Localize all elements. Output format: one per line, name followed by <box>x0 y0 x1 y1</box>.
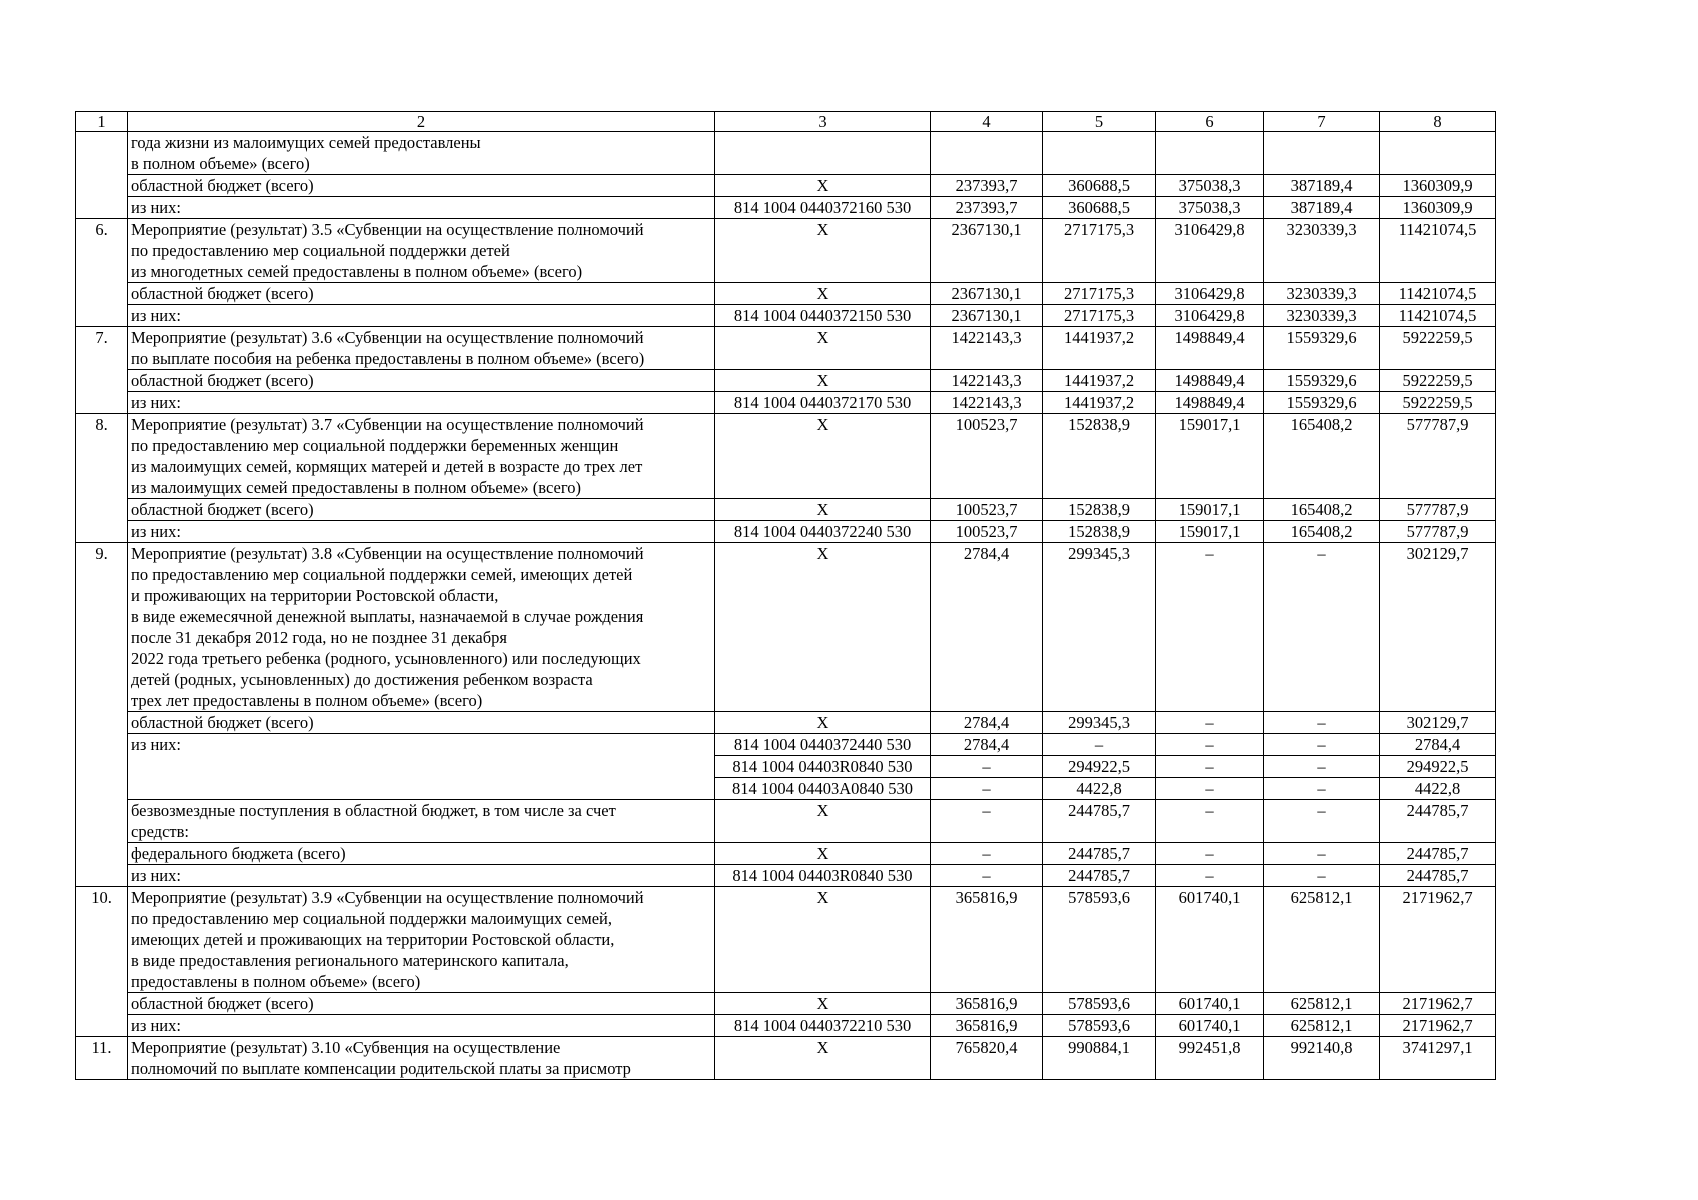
amount-cell: 5922259,5 <box>1380 327 1496 370</box>
table-row <box>76 734 1496 756</box>
amount-cell: 5922259,5 <box>1380 392 1496 414</box>
amount-cell: – <box>1264 756 1380 778</box>
amount-cell: – <box>1156 865 1264 887</box>
amount-cell: 152838,9 <box>1043 414 1156 499</box>
description-line: из них: <box>131 306 181 325</box>
amount-cell: 237393,7 <box>931 197 1043 219</box>
column-number: 6 <box>1156 112 1264 132</box>
amount-cell: – <box>1156 543 1264 712</box>
row-description <box>128 392 715 414</box>
amount-cell: 152838,9 <box>1043 521 1156 543</box>
amount-cell: – <box>1264 734 1380 756</box>
amount-cell <box>1380 132 1496 175</box>
amount-cell: 375038,3 <box>1156 175 1264 197</box>
table-row <box>76 197 1496 219</box>
amount-cell: 577787,9 <box>1380 499 1496 521</box>
amount-cell: 3230339,3 <box>1264 283 1380 305</box>
budget-code: X <box>715 499 931 521</box>
amount-cell: 1422143,3 <box>931 370 1043 392</box>
amount-cell: 625812,1 <box>1264 1015 1380 1037</box>
amount-cell: 360688,5 <box>1043 197 1156 219</box>
description-line: после 31 декабря 2012 года, но не позднее 31 декабря <box>131 628 507 647</box>
description-line: по предоставлению мер социальной поддержки детей <box>131 241 510 260</box>
amount-cell <box>1043 132 1156 175</box>
amount-cell: – <box>1156 712 1264 734</box>
table-row <box>76 521 1496 543</box>
amount-cell: – <box>1156 778 1264 800</box>
description-line: Мероприятие (результат) 3.6 «Субвенции на осуществление полномочий <box>131 328 644 347</box>
row-description <box>128 1037 715 1080</box>
amount-cell: – <box>931 843 1043 865</box>
amount-cell: 299345,3 <box>1043 712 1156 734</box>
column-number: 4 <box>931 112 1043 132</box>
budget-code: X <box>715 370 931 392</box>
amount-cell: 2784,4 <box>931 712 1043 734</box>
amount-cell: 625812,1 <box>1264 993 1380 1015</box>
amount-cell: 992140,8 <box>1264 1037 1380 1080</box>
amount-cell: – <box>931 756 1043 778</box>
table-row <box>76 543 1496 712</box>
amount-cell: 2717175,3 <box>1043 219 1156 283</box>
amount-cell: 1360309,9 <box>1380 197 1496 219</box>
budget-code: X <box>715 843 931 865</box>
row-description <box>128 499 715 521</box>
row-description <box>128 197 715 219</box>
description-line: в виде предоставления регионального материнского капитала, <box>131 951 569 970</box>
amount-cell: 2171962,7 <box>1380 887 1496 993</box>
table-row <box>76 370 1496 392</box>
amount-cell: 1498849,4 <box>1156 370 1264 392</box>
amount-cell: 1441937,2 <box>1043 392 1156 414</box>
budget-code: X <box>715 800 931 843</box>
amount-cell: 5922259,5 <box>1380 370 1496 392</box>
amount-cell: 4422,8 <box>1380 778 1496 800</box>
amount-cell: 294922,5 <box>1380 756 1496 778</box>
amount-cell: 1559329,6 <box>1264 370 1380 392</box>
description-line: средств: <box>131 822 189 841</box>
description-line: в виде ежемесячной денежной выплаты, назначаемой в случае рождения <box>131 607 644 626</box>
description-line: федерального бюджета (всего) <box>131 844 346 863</box>
amount-cell: – <box>1264 865 1380 887</box>
table-row <box>76 712 1496 734</box>
column-number: 8 <box>1380 112 1496 132</box>
amount-cell: 165408,2 <box>1264 521 1380 543</box>
amount-cell: 3106429,8 <box>1156 219 1264 283</box>
amount-cell: 100523,7 <box>931 521 1043 543</box>
budget-code: X <box>715 543 931 712</box>
table-row <box>76 1015 1496 1037</box>
row-number: 9. <box>76 543 128 887</box>
amount-cell: 601740,1 <box>1156 993 1264 1015</box>
amount-cell: 365816,9 <box>931 1015 1043 1037</box>
amount-cell: 302129,7 <box>1380 543 1496 712</box>
description-line: из малоимущих семей предоставлены в полном объеме» (всего) <box>131 478 581 497</box>
amount-cell: 765820,4 <box>931 1037 1043 1080</box>
row-description <box>128 370 715 392</box>
amount-cell: 152838,9 <box>1043 499 1156 521</box>
amount-cell: 244785,7 <box>1380 843 1496 865</box>
description-line: 2022 года третьего ребенка (родного, усыновленного) или последующих <box>131 649 641 668</box>
amount-cell: 365816,9 <box>931 887 1043 993</box>
row-description <box>128 305 715 327</box>
amount-cell: – <box>1156 756 1264 778</box>
amount-cell: – <box>1264 778 1380 800</box>
amount-cell: 577787,9 <box>1380 414 1496 499</box>
description-line: областной бюджет (всего) <box>131 500 314 519</box>
row-description <box>128 1015 715 1037</box>
amount-cell: – <box>1156 734 1264 756</box>
description-line: из них: <box>131 1016 181 1035</box>
amount-cell: 11421074,5 <box>1380 219 1496 283</box>
amount-cell: 294922,5 <box>1043 756 1156 778</box>
row-description <box>128 993 715 1015</box>
amount-cell: – <box>1264 800 1380 843</box>
row-description <box>128 327 715 370</box>
amount-cell: 244785,7 <box>1043 843 1156 865</box>
budget-code: 814 1004 0440372210 530 <box>715 1015 931 1037</box>
amount-cell: 2171962,7 <box>1380 993 1496 1015</box>
amount-cell: 1498849,4 <box>1156 327 1264 370</box>
column-number: 2 <box>128 112 715 132</box>
row-description <box>128 414 715 499</box>
description-line: из них: <box>131 522 181 541</box>
amount-cell: 578593,6 <box>1043 993 1156 1015</box>
amount-cell: 159017,1 <box>1156 521 1264 543</box>
amount-cell: 1360309,9 <box>1380 175 1496 197</box>
amount-cell: – <box>931 778 1043 800</box>
table-row <box>76 132 1496 175</box>
amount-cell: 992451,8 <box>1156 1037 1264 1080</box>
description-line: безвозмездные поступления в областной бюджет, в том числе за счет <box>131 801 616 820</box>
amount-cell: 601740,1 <box>1156 887 1264 993</box>
table-row <box>76 887 1496 993</box>
amount-cell: – <box>1264 843 1380 865</box>
amount-cell: – <box>931 865 1043 887</box>
table-row <box>76 843 1496 865</box>
amount-cell: 1498849,4 <box>1156 392 1264 414</box>
amount-cell: – <box>1156 843 1264 865</box>
description-line: в полном объеме» (всего) <box>131 154 310 173</box>
amount-cell: 2784,4 <box>1380 734 1496 756</box>
description-line: Мероприятие (результат) 3.8 «Субвенции на осуществление полномочий <box>131 544 644 563</box>
amount-cell: 3230339,3 <box>1264 219 1380 283</box>
table-row <box>76 175 1496 197</box>
description-line: областной бюджет (всего) <box>131 713 314 732</box>
description-line: из них: <box>131 198 181 217</box>
table-row <box>76 283 1496 305</box>
row-description <box>128 521 715 543</box>
budget-code: 814 1004 04403A0840 530 <box>715 778 931 800</box>
amount-cell: 1422143,3 <box>931 392 1043 414</box>
amount-cell: 165408,2 <box>1264 499 1380 521</box>
amount-cell: 244785,7 <box>1380 865 1496 887</box>
budget-code: X <box>715 175 931 197</box>
description-line: полномочий по выплате компенсации родительской платы за присмотр <box>131 1059 631 1078</box>
budget-code: X <box>715 993 931 1015</box>
amount-cell: 578593,6 <box>1043 1015 1156 1037</box>
amount-cell: 990884,1 <box>1043 1037 1156 1080</box>
amount-cell: 237393,7 <box>931 175 1043 197</box>
amount-cell: 11421074,5 <box>1380 283 1496 305</box>
description-line: из них: <box>131 735 181 754</box>
amount-cell: 2784,4 <box>931 543 1043 712</box>
row-number: 11. <box>76 1037 128 1080</box>
row-description <box>128 543 715 712</box>
amount-cell: 244785,7 <box>1043 800 1156 843</box>
amount-cell: 1441937,2 <box>1043 370 1156 392</box>
row-number: 7. <box>76 327 128 414</box>
column-number: 5 <box>1043 112 1156 132</box>
column-number: 7 <box>1264 112 1380 132</box>
amount-cell: 302129,7 <box>1380 712 1496 734</box>
row-number <box>76 132 128 219</box>
amount-cell: 4422,8 <box>1043 778 1156 800</box>
description-line: из них: <box>131 866 181 885</box>
row-description <box>128 219 715 283</box>
description-line: Мероприятие (результат) 3.5 «Субвенции на осуществление полномочий <box>131 220 644 239</box>
budget-code: 814 1004 04403R0840 530 <box>715 865 931 887</box>
budget-code: 814 1004 0440372150 530 <box>715 305 931 327</box>
amount-cell: 578593,6 <box>1043 887 1156 993</box>
description-line: года жизни из малоимущих семей предоставлены <box>131 133 481 152</box>
table-row <box>76 499 1496 521</box>
budget-code: X <box>715 712 931 734</box>
table-row <box>76 1037 1496 1080</box>
amount-cell: 11421074,5 <box>1380 305 1496 327</box>
row-number: 6. <box>76 219 128 327</box>
budget-code: X <box>715 887 931 993</box>
budget-code: 814 1004 0440372240 530 <box>715 521 931 543</box>
budget-code: X <box>715 283 931 305</box>
table-row <box>76 993 1496 1015</box>
description-line: из многодетных семей предоставлены в полном объеме» (всего) <box>131 262 583 281</box>
description-line: Мероприятие (результат) 3.7 «Субвенции на осуществление полномочий <box>131 415 644 434</box>
budget-table-sheet <box>75 111 1495 1080</box>
budget-code: 814 1004 0440372170 530 <box>715 392 931 414</box>
amount-cell: 625812,1 <box>1264 887 1380 993</box>
row-description <box>128 175 715 197</box>
amount-cell: 1559329,6 <box>1264 327 1380 370</box>
amount-cell: 2784,4 <box>931 734 1043 756</box>
budget-code: X <box>715 1037 931 1080</box>
amount-cell: – <box>1043 734 1156 756</box>
amount-cell: 3741297,1 <box>1380 1037 1496 1080</box>
table-row <box>76 327 1496 370</box>
table-row <box>76 392 1496 414</box>
amount-cell: – <box>1264 543 1380 712</box>
amount-cell: 100523,7 <box>931 414 1043 499</box>
table-row <box>76 865 1496 887</box>
description-line: имеющих детей и проживающих на территории Ростовской области, <box>131 930 615 949</box>
amount-cell: 387189,4 <box>1264 197 1380 219</box>
description-line: предоставлены в полном объеме» (всего) <box>131 972 421 991</box>
amount-cell: 360688,5 <box>1043 175 1156 197</box>
table-row <box>76 305 1496 327</box>
column-number: 1 <box>76 112 128 132</box>
table-row <box>76 414 1496 499</box>
description-line: из них: <box>131 393 181 412</box>
amount-cell: 244785,7 <box>1380 800 1496 843</box>
row-description <box>128 734 715 800</box>
table-row <box>76 219 1496 283</box>
description-line: по предоставлению мер социальной поддержки малоимущих семей, <box>131 909 613 928</box>
amount-cell: 577787,9 <box>1380 521 1496 543</box>
amount-cell: 2367130,1 <box>931 219 1043 283</box>
budget-code: X <box>715 219 931 283</box>
description-line: по предоставлению мер социальной поддержки беременных женщин <box>131 436 619 455</box>
description-line: областной бюджет (всего) <box>131 371 314 390</box>
amount-cell: 2171962,7 <box>1380 1015 1496 1037</box>
description-line: трех лет предоставлены в полном объеме» (всего) <box>131 691 483 710</box>
amount-cell: – <box>931 800 1043 843</box>
budget-code: X <box>715 414 931 499</box>
budget-code: 814 1004 0440372440 530 <box>715 734 931 756</box>
row-description <box>128 800 715 843</box>
row-description <box>128 283 715 305</box>
amount-cell: 159017,1 <box>1156 414 1264 499</box>
amount-cell: 387189,4 <box>1264 175 1380 197</box>
description-line: Мероприятие (результат) 3.9 «Субвенции на осуществление полномочий <box>131 888 644 907</box>
amount-cell: 2717175,3 <box>1043 305 1156 327</box>
amount-cell: 2717175,3 <box>1043 283 1156 305</box>
description-line: из малоимущих семей, кормящих матерей и детей в возрасте до трех лет <box>131 457 643 476</box>
description-line: областной бюджет (всего) <box>131 176 314 195</box>
amount-cell: 1559329,6 <box>1264 392 1380 414</box>
row-number: 8. <box>76 414 128 543</box>
budget-table <box>75 111 1496 1080</box>
budget-code: 814 1004 0440372160 530 <box>715 197 931 219</box>
amount-cell: – <box>1156 800 1264 843</box>
description-line: областной бюджет (всего) <box>131 284 314 303</box>
table-row <box>76 800 1496 843</box>
description-line: детей (родных, усыновленных) до достижения ребенком возраста <box>131 670 593 689</box>
description-line: и проживающих на территории Ростовской области, <box>131 586 499 605</box>
amount-cell: 3106429,8 <box>1156 305 1264 327</box>
budget-code: 814 1004 04403R0840 530 <box>715 756 931 778</box>
amount-cell: 244785,7 <box>1043 865 1156 887</box>
budget-code <box>715 132 931 175</box>
row-description <box>128 865 715 887</box>
row-description <box>128 712 715 734</box>
amount-cell: 159017,1 <box>1156 499 1264 521</box>
description-line: Мероприятие (результат) 3.10 «Субвенция на осуществление <box>131 1038 561 1057</box>
description-line: по выплате пособия на ребенка предоставлены в полном объеме» (всего) <box>131 349 645 368</box>
column-number-row <box>76 112 1496 132</box>
row-number: 10. <box>76 887 128 1037</box>
budget-code: X <box>715 327 931 370</box>
amount-cell: 1422143,3 <box>931 327 1043 370</box>
amount-cell: 3106429,8 <box>1156 283 1264 305</box>
row-description <box>128 887 715 993</box>
row-description <box>128 132 715 175</box>
description-line: по предоставлению мер социальной поддержки семей, имеющих детей <box>131 565 633 584</box>
amount-cell: 601740,1 <box>1156 1015 1264 1037</box>
amount-cell: 2367130,1 <box>931 305 1043 327</box>
amount-cell <box>1156 132 1264 175</box>
description-line: областной бюджет (всего) <box>131 994 314 1013</box>
amount-cell <box>1264 132 1380 175</box>
amount-cell: 2367130,1 <box>931 283 1043 305</box>
amount-cell <box>931 132 1043 175</box>
row-description <box>128 843 715 865</box>
amount-cell: 100523,7 <box>931 499 1043 521</box>
amount-cell: 3230339,3 <box>1264 305 1380 327</box>
amount-cell: 375038,3 <box>1156 197 1264 219</box>
amount-cell: 299345,3 <box>1043 543 1156 712</box>
amount-cell: – <box>1264 712 1380 734</box>
column-number: 3 <box>715 112 931 132</box>
amount-cell: 1441937,2 <box>1043 327 1156 370</box>
amount-cell: 165408,2 <box>1264 414 1380 499</box>
amount-cell: 365816,9 <box>931 993 1043 1015</box>
